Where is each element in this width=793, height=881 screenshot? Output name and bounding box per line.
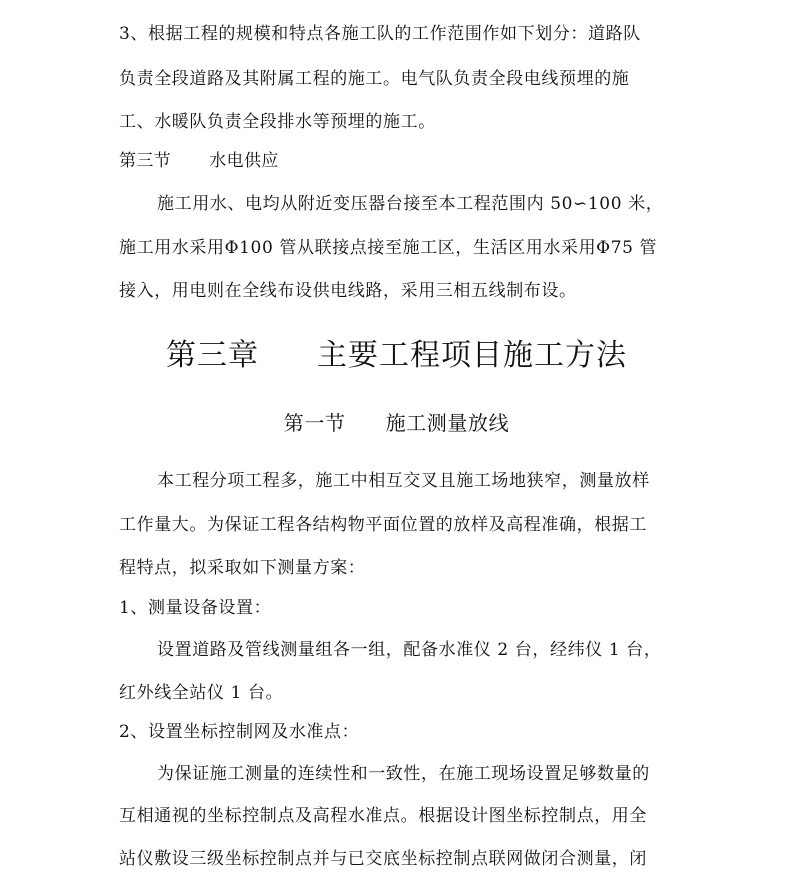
paragraph-line: 为保证施工测量的连续性和一致性，在施工现场设置足够数量的 <box>157 764 650 784</box>
paragraph-line: 工作量大。为保证工程各结构物平面位置的放样及高程准确，根据工 <box>119 515 647 535</box>
paragraph-line: 接入，用电则在全线布设供电线路，采用三相五线制布设。 <box>119 281 577 301</box>
paragraph-line: 施工用水采用Φ100 管从联接点接至施工区，生活区用水采用Φ75 管 <box>119 238 658 258</box>
section-number: 第三节 <box>119 151 172 171</box>
section-title: 水电供应 <box>209 151 279 171</box>
section-number: 第一节 <box>283 411 346 435</box>
paragraph-line: 施工用水、电均从附近变压器台接至本工程范围内 50∽100 米， <box>157 194 664 214</box>
paragraph-line: 红外线全站仪 1 台。 <box>119 683 284 703</box>
paragraph-line: 站仪敷设三级坐标控制点并与已交底坐标控制点联网做闭合测量，闭 <box>119 849 647 869</box>
chapter-title: 主要工程项目施工方法 <box>317 338 627 373</box>
paragraph-line: 本工程分项工程多，施工中相互交叉且施工场地狭窄，测量放样 <box>157 471 650 491</box>
section-heading-water-power <box>119 150 679 172</box>
chapter-heading <box>0 337 793 375</box>
paragraph-line: 负责全段道路及其附属工程的施工。电气队负责全段电线预埋的施 <box>119 69 630 89</box>
paragraph-line: 互相通视的坐标控制点及高程水准点。根据设计图坐标控制点，用全 <box>119 806 647 826</box>
section-heading-survey <box>0 410 793 436</box>
paragraph-line: 3、根据工程的规模和特点各施工队的工作范围作如下划分：道路队 <box>119 24 641 44</box>
paragraph-line: 工、水暖队负责全段排水等预埋的施工。 <box>119 112 436 132</box>
list-item-heading: 2、设置坐标控制网及水准点： <box>119 722 360 742</box>
section-title: 施工测量放线 <box>385 411 510 435</box>
list-item-heading: 1、测量设备设置： <box>119 598 272 618</box>
paragraph-line: 设置道路及管线测量组各一组，配备水准仪 2 台，经纬仪 1 台， <box>157 640 662 660</box>
chapter-number: 第三章 <box>166 338 259 373</box>
paragraph-line: 程特点，拟采取如下测量方案： <box>119 558 366 578</box>
